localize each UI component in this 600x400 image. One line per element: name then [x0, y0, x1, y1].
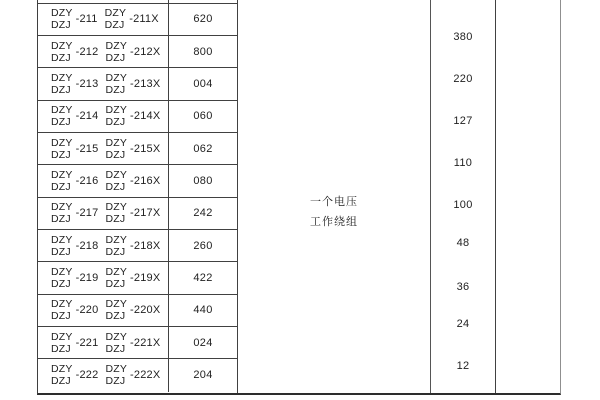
- model-type-dzy: DZY: [51, 201, 73, 214]
- voltage-value: 127: [453, 115, 473, 128]
- code-cell: 440: [193, 304, 213, 317]
- model-type-dzy: DZY: [105, 330, 128, 343]
- code-cell: 060: [193, 110, 213, 123]
- model-type-dzy: DZY: [51, 136, 73, 149]
- model-suffix: -215X: [130, 142, 161, 155]
- model-prefix-stack: [105, 72, 127, 96]
- model-type-dzy: DZY: [51, 363, 73, 376]
- table-row: [38, 295, 237, 327]
- model-cell: [38, 101, 169, 132]
- voltage-value: 12: [456, 360, 470, 373]
- model-cell: [38, 359, 169, 391]
- model-type-dzy: DZY: [105, 136, 128, 149]
- table-row: [38, 4, 237, 36]
- model-suffix: -214X: [130, 110, 161, 123]
- model-suffix: -218: [75, 239, 99, 252]
- model-suffix: -211: [75, 13, 98, 26]
- winding-note-cell: [238, 0, 431, 393]
- model-prefix-stack: [105, 266, 127, 290]
- model-suffix: -212: [75, 45, 99, 58]
- voltage-value: 220: [453, 73, 473, 86]
- model-prefix-stack: [51, 201, 73, 225]
- code-cell: 800: [193, 45, 213, 58]
- model-suffix: -221X: [130, 336, 161, 349]
- model-type-dzj: DZJ: [51, 277, 71, 290]
- model-type-dzj: DZJ: [105, 148, 126, 161]
- model-type-dzy: DZY: [51, 330, 73, 343]
- model-suffix: -219X: [130, 271, 161, 284]
- model-type-dzj: DZJ: [105, 375, 126, 388]
- model-prefix-stack: [105, 169, 127, 193]
- code-cell: 422: [193, 271, 213, 284]
- model-type-dzy: DZY: [51, 104, 73, 117]
- model-type-dzj: DZJ: [51, 180, 71, 193]
- model-suffix: -213X: [130, 77, 161, 90]
- model-type-dzj: DZJ: [51, 213, 71, 226]
- empty-column: [496, 0, 560, 393]
- model-prefix-stack: [51, 137, 73, 161]
- code-cell: 004: [193, 77, 213, 90]
- voltage-value: 48: [456, 237, 470, 250]
- winding-note-line1: 一个电压: [310, 196, 358, 209]
- spec-table: [37, 0, 561, 395]
- model-type-dzj: DZJ: [51, 19, 71, 32]
- model-type-dzj: DZJ: [51, 51, 71, 64]
- voltage-value: 100: [453, 199, 473, 212]
- model-type-dzy: DZY: [51, 7, 73, 20]
- table-row: [38, 198, 237, 230]
- model-prefix-stack: [51, 169, 73, 193]
- model-suffix: -220X: [130, 304, 161, 317]
- table-row: [38, 101, 237, 133]
- model-type-dzj: DZJ: [105, 277, 126, 290]
- model-suffix: -217: [75, 207, 99, 220]
- model-prefix-stack: [105, 40, 127, 64]
- model-suffix: -222: [75, 369, 99, 382]
- table-row: [38, 165, 237, 197]
- model-type-dzy: DZY: [105, 104, 128, 117]
- model-type-dzy: DZY: [51, 39, 73, 52]
- model-prefix-stack: [51, 104, 73, 128]
- model-type-dzy: DZY: [105, 201, 128, 214]
- model-type-dzy: DZY: [105, 71, 128, 84]
- model-type-dzj: DZJ: [105, 310, 126, 323]
- model-prefix-stack: [105, 201, 127, 225]
- model-cell: [38, 327, 169, 358]
- model-suffix: -216: [75, 174, 99, 187]
- model-type-dzj: DZJ: [51, 342, 71, 355]
- model-cell: [38, 262, 169, 293]
- model-cell: [38, 295, 169, 326]
- model-prefix-stack: [105, 104, 127, 128]
- model-prefix-stack: [51, 298, 73, 322]
- model-cell: [38, 230, 169, 261]
- table-row: [38, 133, 237, 165]
- code-cell: 620: [193, 13, 213, 26]
- model-type-dzy: DZY: [105, 298, 128, 311]
- model-type-dzj: DZJ: [105, 213, 126, 226]
- model-cell: [38, 0, 169, 3]
- code-cell: 204: [193, 369, 213, 382]
- model-type-dzy: DZY: [105, 265, 128, 278]
- model-prefix-stack: [51, 331, 73, 355]
- model-suffix: -214: [75, 110, 99, 123]
- model-code-columns: [38, 0, 238, 393]
- model-suffix: -219: [75, 271, 99, 284]
- voltage-value: 24: [456, 318, 470, 331]
- model-suffix: -217X: [130, 207, 161, 220]
- model-prefix-stack: [105, 234, 127, 258]
- model-type-dzy: DZY: [51, 298, 73, 311]
- model-suffix: -212X: [130, 45, 161, 58]
- model-prefix-stack: [105, 331, 127, 355]
- model-suffix: -215: [75, 142, 99, 155]
- voltage-value: 380: [453, 31, 473, 44]
- model-cell: [38, 36, 169, 67]
- model-cell: [38, 68, 169, 99]
- model-prefix-stack: [51, 72, 73, 96]
- model-type-dzj: DZJ: [104, 19, 125, 32]
- model-type-dzj: DZJ: [105, 245, 126, 258]
- table-row: [38, 327, 237, 359]
- model-suffix: -222X: [130, 369, 161, 382]
- model-type-dzy: DZY: [105, 39, 128, 52]
- model-type-dzj: DZJ: [51, 245, 71, 258]
- model-type-dzy: DZY: [105, 233, 128, 246]
- model-type-dzy: DZY: [51, 265, 73, 278]
- table-row: [38, 36, 237, 68]
- model-prefix-stack: [51, 363, 73, 387]
- model-type-dzj: DZJ: [105, 180, 126, 193]
- model-prefix-stack: [51, 40, 73, 64]
- model-type-dzy: DZY: [105, 363, 128, 376]
- winding-note-line2: 工作绕组: [310, 216, 358, 229]
- model-type-dzy: DZY: [51, 168, 73, 181]
- voltage-column: [431, 0, 496, 393]
- voltage-value: 110: [453, 157, 473, 170]
- model-type-dzy: DZY: [104, 7, 127, 20]
- code-cell: 260: [193, 239, 213, 252]
- model-suffix: -211X: [129, 13, 159, 26]
- model-type-dzj: DZJ: [105, 116, 126, 129]
- model-suffix: -220: [75, 304, 99, 317]
- table-row: [38, 359, 237, 391]
- model-type-dzy: DZY: [105, 168, 128, 181]
- model-prefix-stack: [105, 363, 127, 387]
- model-type-dzy: DZY: [51, 233, 73, 246]
- model-type-dzj: DZJ: [105, 83, 126, 96]
- voltage-value: 36: [456, 281, 470, 294]
- model-type-dzy: DZY: [51, 71, 73, 84]
- code-cell: 080: [193, 174, 213, 187]
- model-type-dzj: DZJ: [51, 148, 71, 161]
- model-prefix-stack: [51, 234, 73, 258]
- model-cell: [38, 165, 169, 196]
- code-cell: [169, 0, 237, 3]
- table-row: [38, 230, 237, 262]
- model-prefix-stack: [105, 298, 127, 322]
- model-suffix: -221: [75, 336, 99, 349]
- model-type-dzj: DZJ: [51, 310, 71, 323]
- table-row: [38, 68, 237, 100]
- model-cell: [38, 4, 169, 35]
- model-type-dzj: DZJ: [105, 342, 126, 355]
- model-type-dzj: DZJ: [51, 375, 71, 388]
- model-prefix-stack: [105, 7, 127, 31]
- model-suffix: -216X: [130, 174, 161, 187]
- table-row: [38, 262, 237, 294]
- code-cell: 024: [193, 336, 213, 349]
- model-prefix-stack: [51, 7, 73, 31]
- code-cell: 242: [193, 207, 213, 220]
- model-prefix-stack: [105, 137, 127, 161]
- model-type-dzj: DZJ: [51, 83, 71, 96]
- model-prefix-stack: [51, 266, 73, 290]
- model-type-dzj: DZJ: [51, 116, 71, 129]
- code-cell: 062: [193, 142, 213, 155]
- model-suffix: -218X: [130, 239, 161, 252]
- model-suffix: -213: [75, 77, 99, 90]
- model-type-dzj: DZJ: [105, 51, 126, 64]
- model-cell: [38, 198, 169, 229]
- model-cell: [38, 133, 169, 164]
